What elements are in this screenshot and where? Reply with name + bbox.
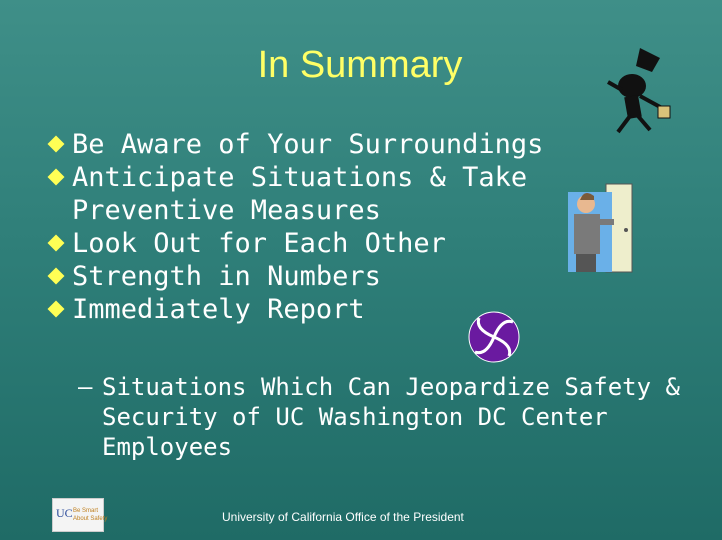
bullet-list xyxy=(48,128,608,326)
dash-marker: – xyxy=(78,373,93,401)
safety-logo xyxy=(52,498,108,532)
sub-bullet-line: Situations Which Can Jeopardize Safety & xyxy=(102,373,680,401)
safety-logo-icon xyxy=(53,499,108,531)
sub-bullet xyxy=(78,372,722,462)
bullet-text: Be Aware of Your Surroundings xyxy=(72,129,544,160)
diamond-bullet-icon xyxy=(48,169,65,186)
slide-title: In Summary xyxy=(257,44,463,86)
diamond-bullet-icon xyxy=(48,301,65,318)
bullet-text: Preventive Measures xyxy=(72,195,381,226)
burglar-clipart-icon xyxy=(600,44,680,136)
svg-text:About Safety: About Safety xyxy=(73,516,108,522)
bullet-text: Anticipate Situations & Take xyxy=(72,162,528,193)
bullet-item xyxy=(48,227,608,260)
bullet-text: Look Out for Each Other xyxy=(72,228,446,259)
bullet-text: Strength in Numbers xyxy=(72,261,381,292)
svg-text:Be Smart: Be Smart xyxy=(73,508,99,514)
bullet-continuation xyxy=(48,194,608,227)
diamond-bullet-icon xyxy=(48,136,65,153)
svg-text:UC: UC xyxy=(56,506,73,520)
bullet-item xyxy=(48,260,608,293)
diamond-bullet-icon xyxy=(48,235,65,252)
sub-bullet-line: Security of UC Washington DC Center xyxy=(102,403,608,431)
diamond-bullet-icon xyxy=(48,268,65,285)
bullet-text: Immediately Report xyxy=(72,294,365,325)
footer-text: University of California Office of the President xyxy=(222,510,464,524)
bullet-item xyxy=(48,293,608,326)
bullet-item xyxy=(48,128,608,161)
sub-bullet-line: Employees xyxy=(102,433,233,461)
bullet-item xyxy=(48,161,608,194)
